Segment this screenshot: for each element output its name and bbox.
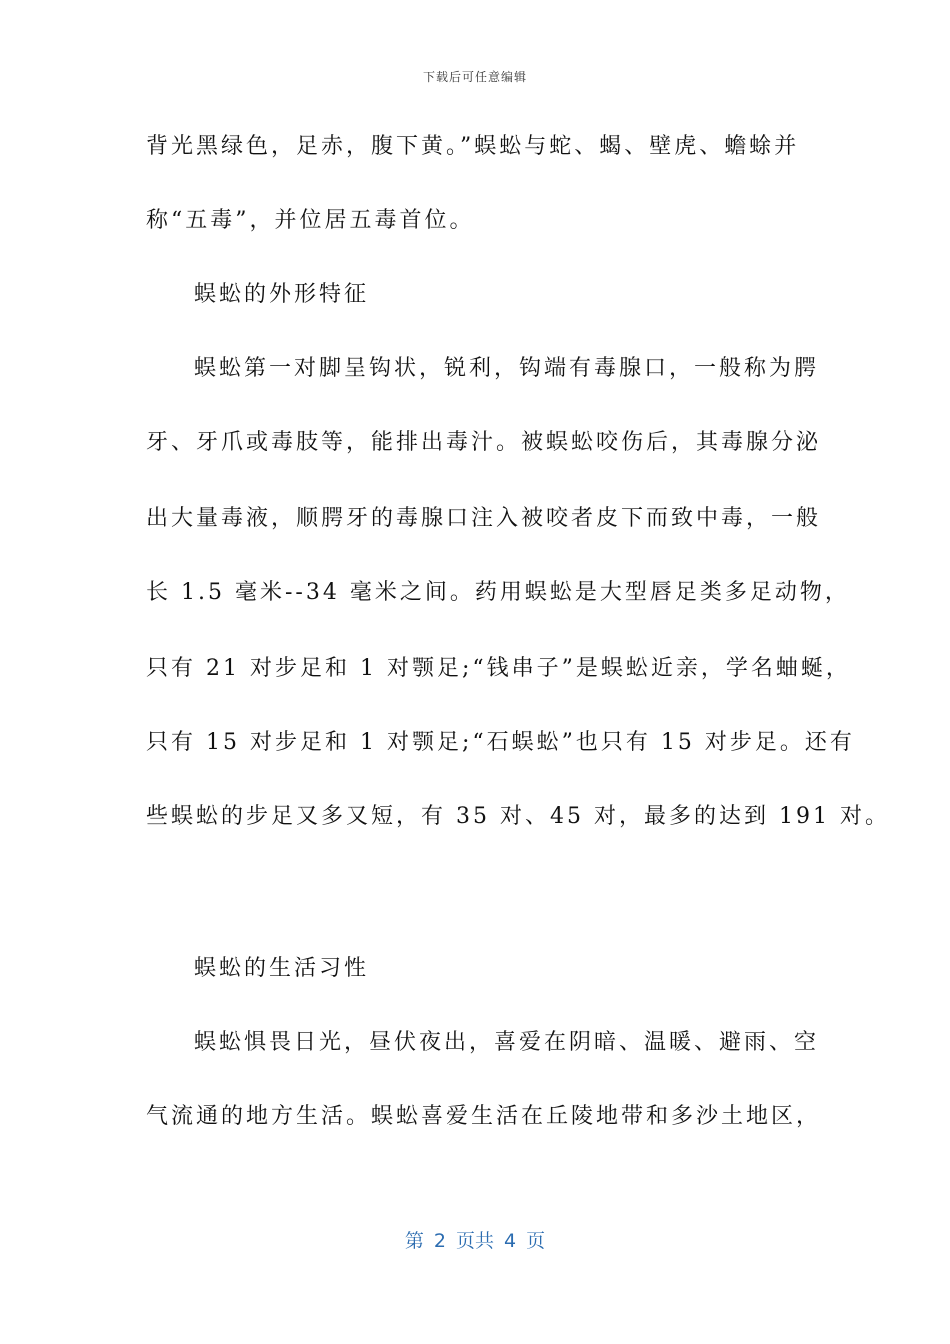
body-line-1: 背光黑绿色，足赤，腹下黄。”蜈蚣与蛇、蝎、壁虎、蟾蜍并: [146, 134, 800, 159]
body-line-12: 蜈蚣惧畏日光，昼伏夜出，喜爱在阴暗、温暖、避雨、空: [194, 1030, 820, 1055]
body-line-8: 只有 21 对步足和 1 对颚足;“钱串子”是蜈蚣近亲，学名蚰蜒，: [146, 656, 851, 681]
body-line-13: 气流通的地方生活。蜈蚣喜爱生活在丘陵地带和多沙土地区，: [146, 1104, 822, 1129]
header-note: 下载后可任意编辑: [422, 70, 527, 84]
page-number-footer: [0, 1226, 950, 1253]
body-line-5: 牙、牙爪或毒肢等，能排出毒汁。被蜈蚣咬伤后，其毒腺分泌: [146, 430, 822, 455]
section-heading-appearance: 蜈蚣的外形特征: [194, 282, 370, 307]
section-heading-habits: 蜈蚣的生活习性: [194, 956, 370, 981]
body-line-7: 长 1.5 毫米--34 毫米之间。药用蜈蚣是大型唇足类多足动物，: [146, 580, 850, 605]
body-line-10: 些蜈蚣的步足又多又短，有 35 对、45 对，最多的达到 191 对。: [146, 804, 890, 829]
body-line-2: 称“五毒”，并位居五毒首位。: [146, 208, 475, 233]
body-line-4: 蜈蚣第一对脚呈钩状，锐利，钩端有毒腺口，一般称为腭: [194, 356, 820, 381]
page-number-label: 第 2 页共 4 页: [404, 1230, 546, 1252]
body-line-6: 出大量毒液，顺腭牙的毒腺口注入被咬者皮下而致中毒，一般: [146, 506, 822, 531]
body-line-9: 只有 15 对步足和 1 对颚足;“石蜈蚣”也只有 15 对步足。还有: [146, 730, 855, 755]
